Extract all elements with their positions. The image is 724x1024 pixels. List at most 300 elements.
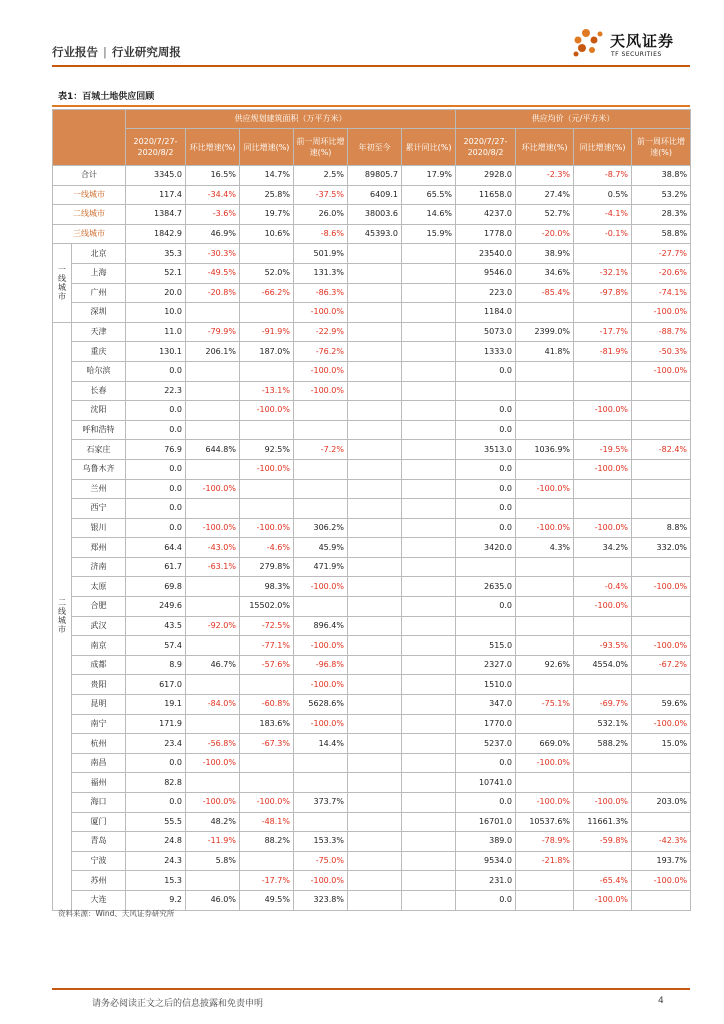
table-cell: -60.8% <box>240 695 294 715</box>
table-cell: -100.0% <box>516 518 574 538</box>
table-row <box>53 636 691 656</box>
table-cell: 588.2% <box>574 734 632 754</box>
table-cell: 23.4 <box>126 734 186 754</box>
table-cell: 3513.0 <box>456 440 516 460</box>
table-cell: -79.9% <box>186 322 240 342</box>
column-header: 2020/7/27-2020/8/2 <box>456 129 516 166</box>
table-cell: 323.8% <box>294 890 348 910</box>
table-cell <box>294 459 348 479</box>
table-cell: 98.3% <box>240 577 294 597</box>
table-cell <box>348 636 402 656</box>
table-cell <box>348 557 402 577</box>
table-cell: -100.0% <box>516 753 574 773</box>
table-cell <box>574 675 632 695</box>
table-cell <box>632 479 691 499</box>
table-cell <box>516 361 574 381</box>
table-cell <box>240 244 294 264</box>
table-cell <box>632 616 691 636</box>
city-name: 成都 <box>72 655 126 675</box>
city-name: 兰州 <box>72 479 126 499</box>
table-cell: 223.0 <box>456 283 516 303</box>
city-name: 沈阳 <box>72 401 126 421</box>
table-cell: 69.8 <box>126 577 186 597</box>
table-cell <box>402 773 456 793</box>
table-cell <box>240 773 294 793</box>
table-cell: -100.0% <box>516 479 574 499</box>
table-cell: 1842.9 <box>126 224 186 244</box>
table-cell <box>402 499 456 519</box>
table-cell: 153.3% <box>294 832 348 852</box>
table-cell <box>348 244 402 264</box>
table-cell <box>516 714 574 734</box>
table-cell: -67.3% <box>240 734 294 754</box>
table-cell: 617.0 <box>126 675 186 695</box>
column-header: 年初至今 <box>348 129 402 166</box>
table-cell: 64.4 <box>126 538 186 558</box>
table-cell: -100.0% <box>294 577 348 597</box>
city-name: 重庆 <box>72 342 126 362</box>
tf-securities-logo <box>570 26 694 62</box>
table-cell: -75.1% <box>516 695 574 715</box>
table-cell <box>348 695 402 715</box>
city-name: 青岛 <box>72 832 126 852</box>
table-cell <box>240 499 294 519</box>
table-cell: 5237.0 <box>456 734 516 754</box>
header-blank-cell <box>53 110 126 166</box>
table-cell <box>632 812 691 832</box>
city-name: 贵阳 <box>72 675 126 695</box>
table-cell: 0.0 <box>126 518 186 538</box>
table-cell <box>574 773 632 793</box>
table-cell: -11.9% <box>186 832 240 852</box>
table-cell: -37.5% <box>294 185 348 205</box>
table-cell: 20.0 <box>126 283 186 303</box>
table-cell <box>348 342 402 362</box>
table-cell: 171.9 <box>126 714 186 734</box>
table-cell <box>294 499 348 519</box>
tier-label: 二线城市 <box>53 322 72 910</box>
table-cell: 0.0 <box>456 518 516 538</box>
city-name: 郑州 <box>72 538 126 558</box>
table-cell: -100.0% <box>516 793 574 813</box>
table-cell <box>348 793 402 813</box>
city-name: 杭州 <box>72 734 126 754</box>
table-cell <box>348 851 402 871</box>
table-cell: -8.7% <box>574 166 632 186</box>
table-cell: -72.5% <box>240 616 294 636</box>
table-cell: -2.3% <box>516 166 574 186</box>
table-cell: -100.0% <box>294 303 348 323</box>
table-cell <box>348 518 402 538</box>
table-cell <box>516 675 574 695</box>
table-cell: 0.0 <box>456 479 516 499</box>
table-row <box>53 577 691 597</box>
city-name: 天津 <box>72 322 126 342</box>
table-cell <box>240 361 294 381</box>
table-cell: 373.7% <box>294 793 348 813</box>
table-cell: 24.3 <box>126 851 186 871</box>
table-cell: 26.0% <box>294 205 348 225</box>
city-name: 西宁 <box>72 499 126 519</box>
table-cell <box>294 597 348 617</box>
header-area-group: 供应规划建筑面积（万平方米） <box>126 110 456 129</box>
table-row <box>53 401 691 421</box>
table-cell <box>402 459 456 479</box>
report-header: 行业报告 | 行业研究周报 <box>52 45 181 59</box>
table-cell <box>574 557 632 577</box>
column-header: 前一周环比增速(%) <box>632 129 691 166</box>
table-cell: -100.0% <box>294 675 348 695</box>
table-cell: 65.5% <box>402 185 456 205</box>
table-cell <box>348 871 402 891</box>
tier-label: 一线城市 <box>53 244 72 322</box>
table-cell: 532.1% <box>574 714 632 734</box>
table-cell <box>516 420 574 440</box>
table-cell <box>186 420 240 440</box>
table-cell: 187.0% <box>240 342 294 362</box>
table-cell <box>348 381 402 401</box>
table-cell: -59.8% <box>574 832 632 852</box>
table-cell <box>294 812 348 832</box>
table-cell <box>574 381 632 401</box>
table-cell: 76.9 <box>126 440 186 460</box>
table-cell: 183.6% <box>240 714 294 734</box>
table-cell: 48.2% <box>186 812 240 832</box>
table-cell: -27.7% <box>632 244 691 264</box>
table-cell <box>516 459 574 479</box>
table-cell: 16701.0 <box>456 812 516 832</box>
table-row <box>53 753 691 773</box>
table-cell: 4554.0% <box>574 655 632 675</box>
table-cell: 1184.0 <box>456 303 516 323</box>
table-cell: 17.9% <box>402 166 456 186</box>
table-cell <box>348 479 402 499</box>
table-cell <box>402 675 456 695</box>
table-cell: 45393.0 <box>348 224 402 244</box>
table-cell <box>186 381 240 401</box>
table-cell: -100.0% <box>574 597 632 617</box>
city-name: 长春 <box>72 381 126 401</box>
table-cell <box>402 890 456 910</box>
table-cell: -100.0% <box>294 636 348 656</box>
table-cell: -30.3% <box>186 244 240 264</box>
column-header: 累计同比(%) <box>402 129 456 166</box>
table-cell: 28.3% <box>632 205 691 225</box>
city-name: 哈尔滨 <box>72 361 126 381</box>
table-cell: 1510.0 <box>456 675 516 695</box>
table-cell: 88.2% <box>240 832 294 852</box>
table-cell: 1333.0 <box>456 342 516 362</box>
table-cell: 0.0 <box>126 753 186 773</box>
table-cell: 0.0 <box>126 793 186 813</box>
table-cell: 347.0 <box>456 695 516 715</box>
table-cell: 2928.0 <box>456 166 516 186</box>
table-cell <box>574 420 632 440</box>
column-header: 环比增速(%) <box>186 129 240 166</box>
table-cell: 52.7% <box>516 205 574 225</box>
table-cell: -88.7% <box>632 322 691 342</box>
table-cell: 45.9% <box>294 538 348 558</box>
table-cell <box>516 401 574 421</box>
table-cell: -100.0% <box>294 714 348 734</box>
table-cell: 0.0 <box>456 597 516 617</box>
footer-disclaimer: 请务必阅读正文之后的信息披露和免责申明 <box>92 999 264 1009</box>
table-cell <box>186 714 240 734</box>
table-cell: 58.8% <box>632 224 691 244</box>
table-cell: -100.0% <box>574 401 632 421</box>
table-cell <box>456 557 516 577</box>
table-cell: -100.0% <box>574 518 632 538</box>
table-cell: 10741.0 <box>456 773 516 793</box>
table-cell: 644.8% <box>186 440 240 460</box>
table-row <box>53 381 691 401</box>
table-cell: 8.9 <box>126 655 186 675</box>
table-cell <box>348 263 402 283</box>
table-cell: 10537.6% <box>516 812 574 832</box>
table-cell: 471.9% <box>294 557 348 577</box>
table-cell <box>402 381 456 401</box>
city-name: 北京 <box>72 244 126 264</box>
table-cell <box>348 459 402 479</box>
table-cell <box>348 616 402 636</box>
table-cell <box>348 812 402 832</box>
table-cell <box>402 557 456 577</box>
table-cell: 515.0 <box>456 636 516 656</box>
table-cell: -43.0% <box>186 538 240 558</box>
table-cell: 203.0% <box>632 793 691 813</box>
table-cell <box>186 303 240 323</box>
table-cell: -49.5% <box>186 263 240 283</box>
city-name: 上海 <box>72 263 126 283</box>
table-cell <box>348 577 402 597</box>
table-cell: -63.1% <box>186 557 240 577</box>
table-cell: -84.0% <box>186 695 240 715</box>
table-cell: 15.0% <box>632 734 691 754</box>
table-cell <box>402 303 456 323</box>
table-cell <box>348 655 402 675</box>
table-row <box>53 440 691 460</box>
column-header: 同比增速(%) <box>574 129 632 166</box>
table-cell: -7.2% <box>294 440 348 460</box>
table-cell: -100.0% <box>294 381 348 401</box>
table-cell <box>456 381 516 401</box>
table-cell <box>402 479 456 499</box>
table-cell: 5.8% <box>186 851 240 871</box>
table-cell: 19.7% <box>240 205 294 225</box>
table-cell: -8.6% <box>294 224 348 244</box>
table-cell: -100.0% <box>632 303 691 323</box>
table-cell: 0.0 <box>456 499 516 519</box>
table-cell: 24.8 <box>126 832 186 852</box>
table-cell: 1778.0 <box>456 224 516 244</box>
city-name: 海口 <box>72 793 126 813</box>
table-cell: 46.9% <box>186 224 240 244</box>
table-cell: 130.1 <box>126 342 186 362</box>
table-cell: 19.1 <box>126 695 186 715</box>
city-name: 宁波 <box>72 851 126 871</box>
table-cell: -20.0% <box>516 224 574 244</box>
table-cell: -100.0% <box>574 890 632 910</box>
summary-row <box>53 224 691 244</box>
table-cell: -100.0% <box>632 871 691 891</box>
table-row <box>53 538 691 558</box>
table-cell <box>348 361 402 381</box>
table-cell <box>402 871 456 891</box>
table-cell <box>516 616 574 636</box>
city-name: 南京 <box>72 636 126 656</box>
table-cell: 27.4% <box>516 185 574 205</box>
table-cell <box>348 734 402 754</box>
table-cell <box>402 832 456 852</box>
summary-label: 二线城市 <box>53 205 126 225</box>
table-cell: -20.6% <box>632 263 691 283</box>
table-cell <box>402 283 456 303</box>
table-cell: 193.7% <box>632 851 691 871</box>
table-cell: -78.9% <box>516 832 574 852</box>
table-cell: -21.8% <box>516 851 574 871</box>
table-cell: -96.8% <box>294 655 348 675</box>
table-cell <box>240 303 294 323</box>
table-cell <box>574 303 632 323</box>
table-cell <box>402 263 456 283</box>
table-cell: 49.5% <box>240 890 294 910</box>
table-cell: -76.2% <box>294 342 348 362</box>
table-cell: -22.9% <box>294 322 348 342</box>
city-name: 厦门 <box>72 812 126 832</box>
table-cell: 4237.0 <box>456 205 516 225</box>
table-cell: 5073.0 <box>456 322 516 342</box>
table-cell: -32.1% <box>574 263 632 283</box>
table-cell: -19.5% <box>574 440 632 460</box>
table-row <box>53 499 691 519</box>
table-cell <box>402 793 456 813</box>
table-cell <box>348 283 402 303</box>
table-cell: -100.0% <box>186 753 240 773</box>
table-cell <box>632 459 691 479</box>
table-cell: -100.0% <box>294 361 348 381</box>
table-cell <box>402 401 456 421</box>
table-cell: -86.3% <box>294 283 348 303</box>
land-supply-table <box>52 109 691 911</box>
table-cell <box>632 557 691 577</box>
table-cell <box>186 871 240 891</box>
table-cell: -3.6% <box>186 205 240 225</box>
table-cell <box>348 420 402 440</box>
table-row <box>53 459 691 479</box>
table-cell <box>516 890 574 910</box>
table-cell: 11661.3% <box>574 812 632 832</box>
table-cell <box>240 479 294 499</box>
table-cell <box>402 440 456 460</box>
table-cell: -92.0% <box>186 616 240 636</box>
table-row <box>53 695 691 715</box>
city-name: 南宁 <box>72 714 126 734</box>
table-cell: -77.1% <box>240 636 294 656</box>
table-row <box>53 263 691 283</box>
table-cell: 34.6% <box>516 263 574 283</box>
table-cell: -100.0% <box>240 518 294 538</box>
summary-label: 合计 <box>53 166 126 186</box>
table-cell <box>348 322 402 342</box>
table-cell: 1770.0 <box>456 714 516 734</box>
page-number: 4 <box>658 996 664 1006</box>
table-cell: -100.0% <box>186 518 240 538</box>
table-cell: 15.3 <box>126 871 186 891</box>
table-cell: 38.8% <box>632 166 691 186</box>
city-name: 深圳 <box>72 303 126 323</box>
table-cell: -100.0% <box>240 401 294 421</box>
table-cell: 2.5% <box>294 166 348 186</box>
table-cell: -93.5% <box>574 636 632 656</box>
table-cell <box>294 773 348 793</box>
table-cell <box>240 675 294 695</box>
table-row <box>53 773 691 793</box>
table-cell <box>402 518 456 538</box>
table-cell <box>402 616 456 636</box>
table-cell: 0.0 <box>126 499 186 519</box>
table-cell: 3345.0 <box>126 166 186 186</box>
table-cell: 3420.0 <box>456 538 516 558</box>
table-cell: -100.0% <box>574 459 632 479</box>
table-cell: 1384.7 <box>126 205 186 225</box>
table-cell: -100.0% <box>240 459 294 479</box>
table-cell: 306.2% <box>294 518 348 538</box>
table-cell <box>632 401 691 421</box>
table-cell: 0.0 <box>456 361 516 381</box>
table-cell: 206.1% <box>186 342 240 362</box>
table-cell: 669.0% <box>516 734 574 754</box>
table-cell: 35.3 <box>126 244 186 264</box>
table-cell <box>632 597 691 617</box>
table-cell: 34.2% <box>574 538 632 558</box>
table-cell: 10.6% <box>240 224 294 244</box>
table-cell <box>516 636 574 656</box>
table-cell <box>516 577 574 597</box>
table-cell: 38003.6 <box>348 205 402 225</box>
table-cell: 0.0 <box>456 890 516 910</box>
table-cell <box>402 851 456 871</box>
table-cell: 0.0 <box>126 420 186 440</box>
table-cell: 89805.7 <box>348 166 402 186</box>
table-cell: 53.2% <box>632 185 691 205</box>
table-cell <box>632 753 691 773</box>
table-cell <box>516 499 574 519</box>
table-row <box>53 597 691 617</box>
table-cell <box>186 459 240 479</box>
table-cell: 1036.9% <box>516 440 574 460</box>
city-name: 昆明 <box>72 695 126 715</box>
tf-logo-icon <box>570 26 610 62</box>
table-cell: 332.0% <box>632 538 691 558</box>
table-cell: 501.9% <box>294 244 348 264</box>
table-cell: -100.0% <box>186 479 240 499</box>
table-cell: -81.9% <box>574 342 632 362</box>
table-cell <box>348 303 402 323</box>
table-cell: 43.5 <box>126 616 186 636</box>
table-cell: 8.8% <box>632 518 691 538</box>
header-report-name: 行业研究周报 <box>111 45 181 59</box>
table-header-row-1 <box>53 110 691 129</box>
summary-row <box>53 185 691 205</box>
table-cell <box>574 479 632 499</box>
table-cell: 14.4% <box>294 734 348 754</box>
table-cell: 52.1 <box>126 263 186 283</box>
table-row <box>53 832 691 852</box>
city-name: 武汉 <box>72 616 126 636</box>
table-cell <box>516 557 574 577</box>
table-cell: -100.0% <box>240 793 294 813</box>
table-cell <box>186 401 240 421</box>
